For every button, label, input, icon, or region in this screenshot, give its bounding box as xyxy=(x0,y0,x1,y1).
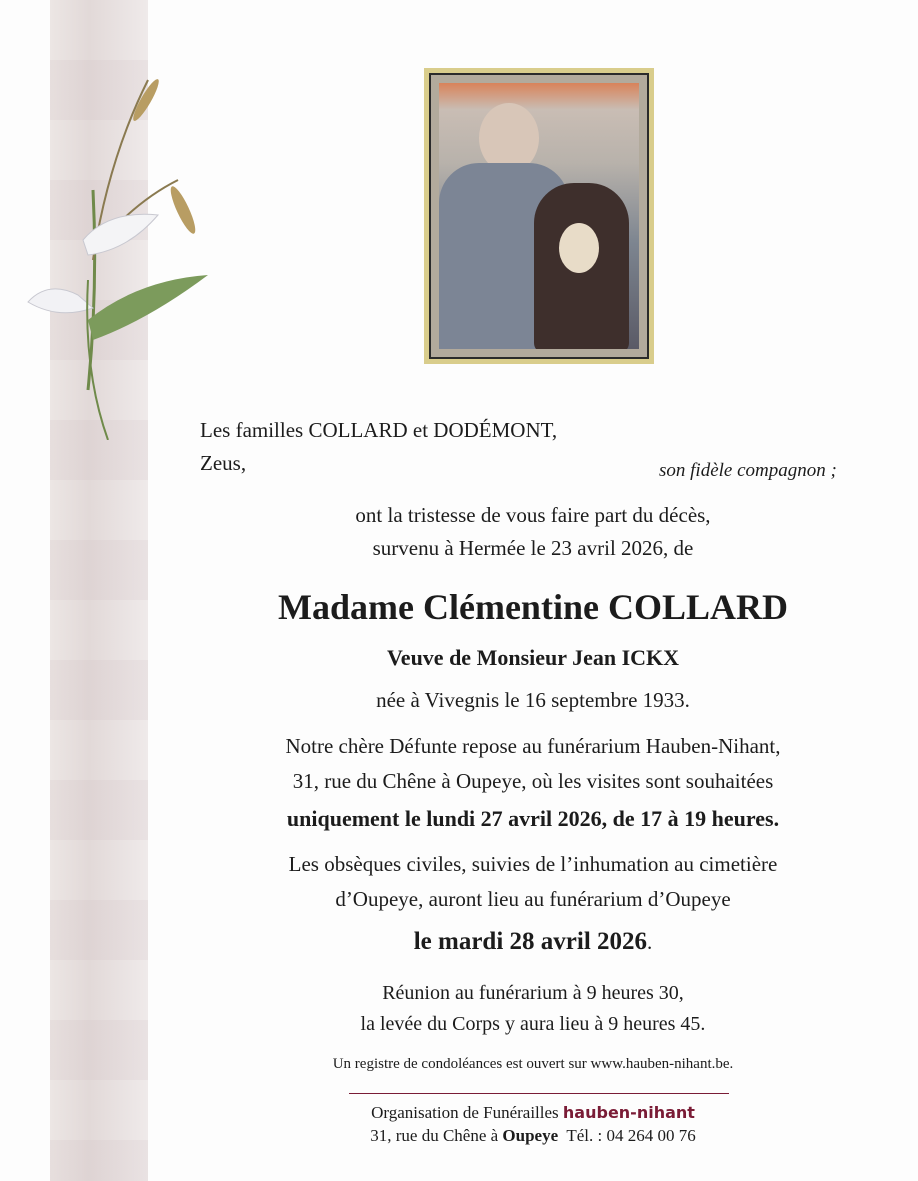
organisation-label: Organisation de Funérailles xyxy=(371,1103,559,1122)
deceased-name: Madame Clémentine COLLARD xyxy=(278,587,788,627)
pet-name: Zeus, xyxy=(200,451,247,475)
registry-note: Un registre de condoléances est ouvert sur www.hauben-nihant.be. xyxy=(332,1056,734,1072)
rest-line-1: Notre chère Défunte repose au funérarium Hauben-Nihant, xyxy=(285,734,781,758)
brand-logo: hauben-nihant xyxy=(562,1103,695,1122)
birth-line: née à Vivegnis le 16 septembre 1933. xyxy=(376,688,690,712)
phone: Tél. : 04 264 00 76 xyxy=(566,1126,696,1145)
funeral-date-period: . xyxy=(647,930,653,954)
funeral-date: le mardi 28 avril 2026 xyxy=(413,928,648,955)
intro-line-2: survenu à Hermée le 23 avril 2026, de xyxy=(372,536,694,560)
intro-line-1: ont la tristesse de vous faire part du décès, xyxy=(355,503,711,527)
rest-line-2: 31, rue du Chêne à Oupeye, où les visites sont souhaitées xyxy=(292,769,774,793)
meeting-line-1: Réunion au funérarium à 9 heures 30, xyxy=(382,982,684,1004)
funeral-line-1: Les obsèques civiles, suivies de l’inhumation au cimetière xyxy=(288,852,778,876)
lily-wheat-illustration xyxy=(18,40,218,440)
address: 31, rue du Chêne à xyxy=(370,1126,499,1145)
portrait-frame xyxy=(424,68,654,364)
funeral-line-2: d’Oupeye, auront lieu au funérarium d’Oupeye xyxy=(335,887,731,911)
families-line: Les familles COLLARD et DODÉMONT, xyxy=(200,418,558,442)
footer-organisation xyxy=(148,1103,918,1123)
spouse-line: Veuve de Monsieur Jean ICKX xyxy=(386,645,680,670)
visit-hours: uniquement le lundi 27 avril 2026, de 17 à 19 heures. xyxy=(286,806,780,831)
meeting-line-2: la levée du Corps y aura lieu à 9 heures 45. xyxy=(360,1013,706,1035)
funeral-date-line xyxy=(148,928,918,956)
town: Oupeye xyxy=(502,1126,559,1145)
portrait-photo xyxy=(439,83,639,349)
footer-address xyxy=(148,1126,918,1146)
pet-description: son fidèle compagnon ; xyxy=(659,460,837,481)
footer-divider xyxy=(349,1093,729,1094)
